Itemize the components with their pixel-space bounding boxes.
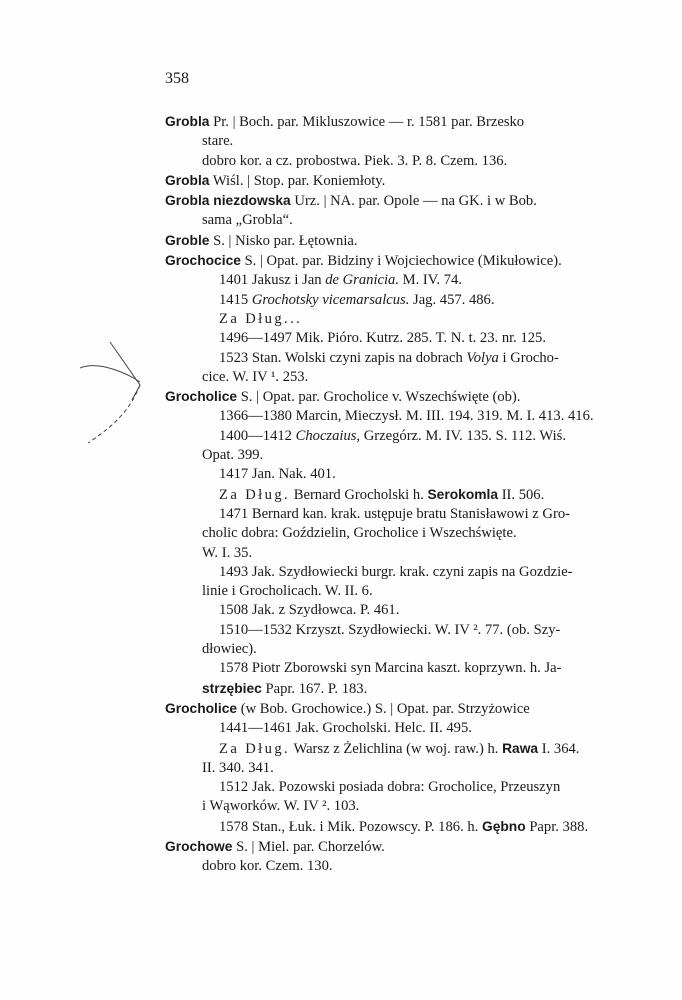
entry-text: 1415 bbox=[219, 291, 252, 308]
headword: Grobla bbox=[165, 172, 210, 188]
italic-text: Choczaius, bbox=[295, 427, 361, 444]
entry-text: 1441—1461 Jak. Grocholski. Helc. II. 495. bbox=[219, 720, 472, 737]
entry-text: M. IV. 74. bbox=[398, 272, 462, 289]
entry-text: dobro kor. Czem. 130. bbox=[202, 858, 333, 875]
entry-text-line bbox=[165, 446, 620, 465]
entry-text-line bbox=[165, 601, 620, 620]
entry-text-line bbox=[165, 211, 620, 230]
bold-text: Rawa bbox=[502, 740, 539, 756]
entry-text: II. 506. bbox=[498, 486, 545, 503]
entry-text-line bbox=[165, 329, 620, 348]
entry-text: i Wąworków. W. IV ². 103. bbox=[202, 798, 360, 815]
headword: Grochowe bbox=[165, 838, 233, 854]
entry-text-line bbox=[165, 679, 620, 699]
entry-text: cholic dobra: Goździelin, Grocholice i Wszechświęte. bbox=[202, 525, 517, 542]
dictionary-entries bbox=[165, 112, 620, 877]
entry-text: 1400—1412 bbox=[219, 427, 296, 444]
entry-text-line bbox=[165, 349, 620, 368]
entry-text-line bbox=[165, 505, 620, 524]
entry-text: Opat. 399. bbox=[202, 447, 264, 464]
entry-text-line bbox=[165, 291, 620, 310]
entry-text: S. | Opat. par. Bidziny i Wojciechowice (Mikułowice). bbox=[240, 253, 562, 270]
entry-text: 1512 Jak. Pozowski posiada dobra: Grocholice, Przeuszyn bbox=[219, 779, 561, 796]
entry-text: 1417 Jan. Nak. 401. bbox=[219, 466, 336, 483]
entry-text: 1401 Jakusz i Jan bbox=[219, 272, 326, 289]
entry-text: 1578 Piotr Zborowski syn Marcina kaszt. koprzywn. h. Ja- bbox=[219, 660, 562, 677]
entry-headword-line bbox=[165, 251, 620, 271]
entry-text-line bbox=[165, 132, 620, 151]
entry-text: W. I. 35. bbox=[202, 544, 253, 561]
entry-text: i Grocho- bbox=[498, 349, 559, 366]
entry-text-line bbox=[165, 152, 620, 171]
entry-text-line bbox=[165, 659, 620, 678]
entry-text-line bbox=[165, 817, 620, 837]
entry-text-line bbox=[165, 778, 620, 797]
entry-text-line bbox=[165, 465, 620, 484]
entry-text: 1578 Stan., Łuk. i Mik. Pozowscy. P. 186. h. bbox=[219, 818, 482, 835]
entry-text: 1496—1497 Mik. Pióro. Kutrz. 285. T. N. t. 23. nr. 125. bbox=[219, 330, 547, 347]
bold-text: Gębno bbox=[481, 818, 526, 834]
spaced-text: Za Dług. bbox=[219, 740, 291, 757]
entry-text: 1508 Jak. z Szydłowca. P. 461. bbox=[219, 602, 400, 619]
entry-text-line bbox=[165, 640, 620, 659]
entry-text-line bbox=[165, 797, 620, 816]
entry-text: stare. bbox=[202, 133, 234, 150]
entry-text: Bernard Grocholski h. bbox=[290, 486, 428, 503]
entry-text-line bbox=[165, 407, 620, 426]
page-number: 358 bbox=[165, 70, 189, 87]
entry-text: Jag. 457. 486. bbox=[409, 291, 495, 308]
headword: Grochocice bbox=[165, 253, 241, 269]
entry-text-line bbox=[165, 719, 620, 738]
entry-text-line bbox=[165, 582, 620, 601]
entry-text-line bbox=[165, 271, 620, 290]
italic-text: de Granicia. bbox=[325, 272, 399, 289]
entry-headword-line bbox=[165, 231, 620, 251]
headword: Grocholice bbox=[165, 389, 238, 405]
entry-text: Papr. 388. bbox=[525, 818, 589, 835]
entry-text-line bbox=[165, 368, 620, 387]
entry-text-line bbox=[165, 759, 620, 778]
entry-headword-line bbox=[165, 171, 620, 191]
spaced-text: Za Dług. bbox=[219, 486, 291, 503]
entry-text-line bbox=[165, 621, 620, 640]
entry-text: 1493 Jak. Szydłowiecki burgr. krak. czyni zapis na Gozdzie- bbox=[219, 563, 573, 580]
entry-headword-line bbox=[165, 837, 620, 857]
entry-text: S. | Miel. par. Chorzelów. bbox=[232, 838, 385, 855]
spaced-text: Za Dług... bbox=[219, 310, 303, 327]
entry-text: S. | Nisko par. Łętownia. bbox=[209, 232, 358, 249]
entry-text: dłowiec). bbox=[202, 641, 257, 658]
bold-text: strzębiec bbox=[202, 680, 262, 696]
entry-text: 1523 Stan. Wolski czyni zapis na dobrach bbox=[219, 349, 467, 366]
entry-text: (w Bob. Grochowice.) S. | Opat. par. Strzyżowice bbox=[237, 700, 530, 717]
entry-text: cice. W. IV ¹. 253. bbox=[202, 368, 309, 385]
entry-text: Urz. | NA. par. Opole — na GK. i w Bob. bbox=[290, 193, 537, 210]
headword: Grobla bbox=[165, 114, 210, 129]
entry-text-line bbox=[165, 310, 620, 329]
entry-text: Warsz z Żelichlina (w woj. raw.) h. bbox=[290, 740, 503, 757]
entry-text: I. 364. bbox=[538, 740, 580, 757]
entry-text: dobro kor. a cz. probostwa. Piek. 3. P. 8. Czem. 136. bbox=[202, 152, 508, 169]
italic-text: Volya bbox=[466, 349, 499, 366]
headword: Grocholice bbox=[165, 700, 238, 716]
italic-text: Grochotsky vicemarsalcus. bbox=[251, 291, 410, 308]
entry-text: Grzegórz. M. IV. 135. S. 112. Wiś. bbox=[360, 427, 566, 444]
bold-text: Serokomla bbox=[427, 486, 499, 502]
entry-text: II. 340. 341. bbox=[202, 759, 274, 776]
entry-text-line bbox=[165, 524, 620, 543]
entry-text: S. | Opat. par. Grocholice v. Wszechświęte (ob). bbox=[237, 389, 521, 406]
entry-text: Wiśl. | Stop. par. Koniemłoty. bbox=[209, 172, 386, 189]
headword: Groble bbox=[165, 232, 210, 248]
entry-text: linie i Grocholicach. W. II. 6. bbox=[202, 583, 373, 600]
entry-text: 1471 Bernard kan. krak. ustępuje bratu Stanisławowi z Gro- bbox=[219, 505, 570, 522]
entry-headword-line bbox=[165, 112, 620, 132]
entry-text-line bbox=[165, 563, 620, 582]
entry-headword-line bbox=[165, 191, 620, 211]
pen-scribble-mark bbox=[80, 340, 170, 450]
entry-text-line bbox=[165, 427, 620, 446]
entry-text-line bbox=[165, 857, 620, 876]
entry-headword-line bbox=[165, 699, 620, 719]
entry-text: sama „Grobla“. bbox=[202, 212, 293, 229]
entry-text-line bbox=[165, 485, 620, 505]
entry-text-line bbox=[165, 739, 620, 759]
entry-text: 1510—1532 Krzyszt. Szydłowiecki. W. IV ². 77. (ob. Szy- bbox=[219, 621, 561, 638]
entry-text: Pr. | Boch. par. Mikluszowice — r. 1581 par. Brzesko bbox=[209, 114, 525, 130]
entry-headword-line bbox=[165, 387, 620, 407]
entry-text: 1366—1380 Marcin, Mieczysł. M. III. 194. 319. M. I. 413. 416. bbox=[219, 408, 594, 425]
entry-text-line bbox=[165, 544, 620, 563]
entry-text: Papr. 167. P. 183. bbox=[261, 680, 368, 697]
headword: Grobla niezdowska bbox=[165, 193, 291, 209]
